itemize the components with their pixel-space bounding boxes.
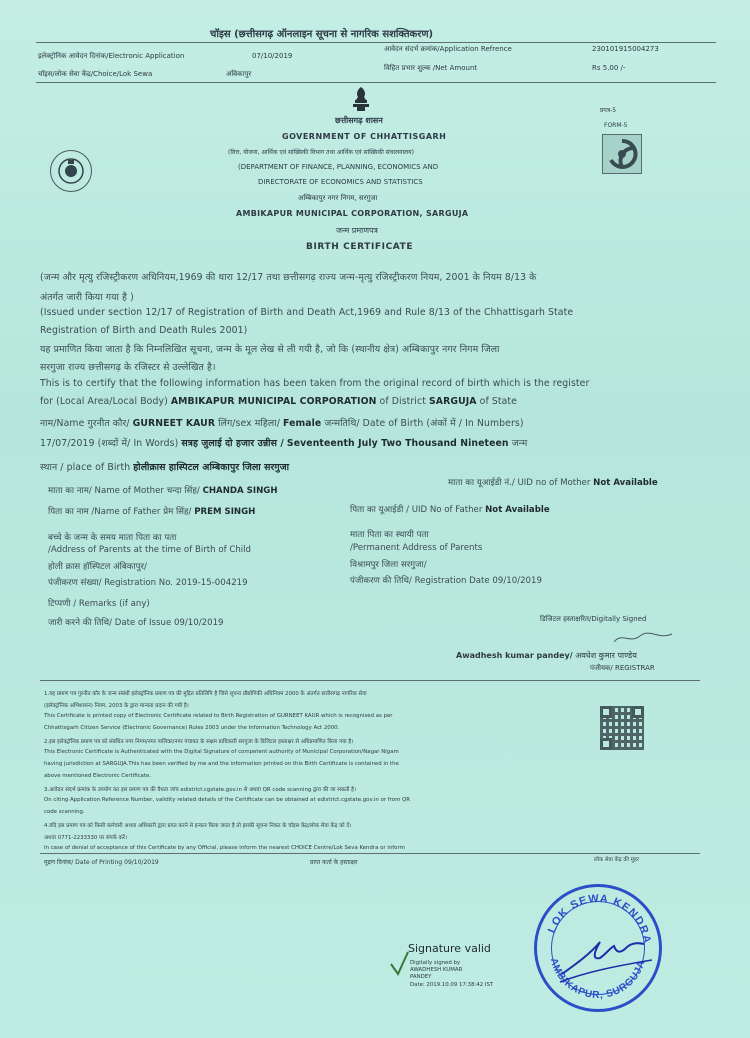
note-5: 2.इस इलेक्ट्रॉनिक प्रमाण पत्र को संबंधित नगर निगम/नगर पालिका/नगर पंचायत के सक्षम प्राधिकारी सरगुजा के डिजिटल हस्ताक्षर से अधिप्रमाणित किया गया है।	[44, 739, 354, 745]
ashoka-emblem-icon	[350, 86, 372, 112]
registrar-title: पंजीयक/ REGISTRAR	[590, 664, 655, 672]
dept-line1: (DEPARTMENT OF FINANCE, PLANNING, ECONOMICS AND	[238, 163, 439, 171]
choice-logo-icon	[602, 134, 642, 174]
addr-birth-label: /Address of Parents at the time of Birth of Child	[48, 545, 252, 555]
body-english-line3: (Issued under section 12/17 of Registration of Birth and Death Act,1969 and Rule 8/13 of the Chhattisgarh State	[40, 307, 574, 318]
choice-label: चॉइस/लोक सेवा केंद्र/Choice/Lok Sewa	[38, 70, 153, 78]
english-govt: GOVERNMENT OF CHHATTISGARH	[282, 132, 447, 141]
note-1: 1.यह प्रमाण पत्र गुरनीत कौर के जन्म संबंधी इलेक्ट्रॉनिक प्रमाण पत्र की मुद्रित प्रतिलिपि है जिसे सूचना प्रौद्योगिकी अधिनियम 2000 के अंतर्गत छत्तीसगढ़ नागरिक सेवा	[44, 691, 367, 697]
father-line: पिता का नाम /Name of Father प्रेम सिंह/ PREM SINGH	[48, 507, 256, 517]
reg-date-line: पंजीकरण की तिथि/ Registration Date 09/10/2019	[350, 576, 542, 586]
state-emblem-icon	[50, 150, 92, 192]
seal-label-right: लोक सेवा केंद्र की मुहर	[594, 857, 639, 863]
hindi-dept: (वित्त, योजना, आर्थिक एवं सांख्यिकी विभाग तथा आर्थिक एवं सांख्यिकी संचालनालय)	[228, 149, 414, 156]
dept-line2: DIRECTORATE OF ECONOMICS AND STATISTICS	[258, 178, 423, 186]
note-9: 3.आवेदन संदर्भ क्रमांक के उपयोग कर इस प्रमाण पत्र की वैधता जांच edistrict.cgstate.gov.in से अथवा QR code scanning द्वारा की जा सकती है।	[44, 787, 357, 793]
hindi-cert: जन्म प्रमाणपत्र	[336, 226, 378, 235]
note-7: having jurisdiction at SARGUJA.This has been verified by me and the information printed on this Birth Certificate is contained in the	[44, 761, 399, 767]
net-amount-label: विहित प्रभार शुल्क /Net Amount	[384, 64, 478, 72]
form-no-hindi: प्रपत्र-5	[600, 107, 617, 114]
hindi-corp: अम्बिकापुर नगर निगम, सरगुजा	[298, 194, 378, 202]
signature-line4: Date: 2019.10.09 17:38:42 IST	[410, 982, 494, 988]
print-date-line: मुद्रण दिनांक/ Date of Printing 09/10/2019	[44, 859, 159, 866]
note-11: code scanning.	[44, 809, 85, 815]
choice-title: चॉइस (छत्तीसगढ़ ऑनलाइन सूचना से नागरिक सशक्तिकरण)	[210, 29, 434, 40]
mother-line: माता का नाम/ Name of Mother चन्दा सिंह/ CHANDA SINGH	[48, 486, 278, 496]
perm-addr-label: /Permanent Address of Parents	[350, 543, 483, 553]
body-hindi-line2: अंतर्गत जारी किया गया है )	[40, 292, 134, 303]
body-line8: for (Local Area/Local Body) AMBIKAPUR MUNICIPAL CORPORATION of District SARGUJA of State	[40, 396, 517, 407]
app-ref-label: आवेदन संदर्भ क्रमांक/Application Refrence	[384, 45, 512, 53]
reg-no-line: पंजीकरण संख्या/ Registration No. 2019-15-004219	[48, 578, 248, 588]
stamp-bottom-text: AMBIKAPUR, SURGUJA	[547, 956, 648, 1002]
note-12: 4.यदि इस प्रमाण पत्र को किसी कर्मचारी अथवा अधिकारी द्वारा प्राप्त करने से इन्कार किया जाता है तो इसकी सूचना निकट के चॉइस केंद्र/लोक सेवा केंद्र को दें।	[44, 823, 352, 829]
registrar-name-line: Awadhesh kumar pandey/ अवधेश कुमार पाण्डेय	[456, 651, 637, 660]
note-14: In case of denial of acceptance of this Certificate by any Official, please inform the nearest CHOICE Centre/Lok Seva Kendra or inform	[44, 845, 405, 851]
body-english-line4: Registration of Birth and Death Rules 2001)	[40, 325, 248, 336]
choice-value: अंबिकापुर	[226, 70, 252, 78]
signature-line3: PANDEY	[410, 974, 432, 980]
body-hindi-line6: सरगुजा राज्य छत्तीसगढ़ के रजिस्टर से उल्लेखित है।	[40, 362, 216, 373]
check-mark-icon	[388, 938, 410, 986]
body-english-line7: This is to certify that the following information has been taken from the original record of birth which is the register	[40, 378, 590, 389]
app-date-value: 07/10/2019	[252, 52, 293, 60]
hindi-govt: छत्तीसगढ़ शासन	[335, 116, 383, 125]
note-3: This Certificate is printed copy of Electronic Certificate related to Birth Registration of GURNEET KAUR which is recognised as per	[44, 713, 393, 719]
note-8: above mentioned Electronic Certificate.	[44, 773, 152, 779]
name-sex-dob-line: नाम/Name गुरनीत कौर/ GURNEET KAUR लिंग/sex महिला/ Female जन्मतिथि/ Date of Birth (अंकों में / In Numbers)	[40, 418, 524, 429]
father-uid: पिता का यूआईडी / UID No of Father Not Available	[350, 505, 550, 515]
app-date-label: इलेक्ट्रोनिक आवेदन दिनांक/Electronic Application	[38, 52, 185, 60]
digital-sign-label: डिजिटल हस्ताक्षरित/Digitally Signed	[540, 615, 647, 623]
remarks-label: टिप्पणी / Remarks (if any)	[48, 599, 150, 609]
signature-line1: Digitally signed by	[410, 960, 461, 966]
mother-uid: माता का यूआईडी नं./ UID no of Mother Not Available	[448, 478, 658, 488]
app-ref-value: 230101915004273	[592, 45, 659, 53]
note-2: (इलेक्ट्रॉनिक अभिशासन) नियम, 2003 के द्वारा मान्यता प्रदान की गयी है।	[44, 703, 189, 709]
body-hindi-line1: (जन्म और मृत्यु रजिस्ट्रीकरण अधिनियम,1969 की धारा 12/17 तथा छत्तीसगढ़ राज्य जन्म-मृत्यु रजिस्ट्रीकरण नियम, 2001 के नियम 8/13 के	[40, 272, 537, 283]
note-4: Chhattisgarh Citizen Service (Electronic Governance) Rules 2003 under the Information Technology Act 2000.	[44, 725, 340, 731]
perm-addr-label-hi: माता पिता का स्थायी पता	[350, 530, 429, 540]
signature-line2: AWADHESH KUMAR	[410, 967, 463, 973]
perm-addr-value: विश्रामपुर जिला सरगुजा/	[350, 560, 427, 570]
net-amount-value: Rs 5.00 /-	[592, 64, 626, 72]
form-label: FORM-5	[604, 122, 628, 129]
qr-code-icon	[600, 706, 644, 750]
receiver-signature-label: प्राप्त कर्ता के हस्ताक्षर	[310, 859, 358, 866]
handwritten-signature-icon	[556, 926, 656, 986]
small-signature-icon	[610, 628, 680, 648]
place-line: स्थान / place of Birth होलीक्रास हास्पिटल अम्बिकापुर जिला सरगुजा	[40, 462, 290, 473]
dob-line: 17/07/2019 (शब्दों में/ In Words) सत्रह जुलाई दो हजार उन्नीस / Seventeenth July Two Thousand Nineteen जन्म	[40, 438, 528, 449]
note-6: This Electronic Certificate is Authenticated with the Digital Signature of competent authority of Municipal Corporation/Nagar Nigam	[44, 749, 399, 755]
certificate-title: BIRTH CERTIFICATE	[306, 242, 414, 252]
note-13: अथवा 0771-2233330 पर संपर्क करें।	[44, 835, 127, 841]
issue-date-line: जारी करने की तिथि/ Date of Issue 09/10/2019	[48, 618, 224, 628]
addr-birth-label-hi: बच्चे के जन्म के समय माता पिता का पता	[48, 533, 177, 543]
note-10: On citing Application Reference Number, validity related details of the Certificate can be obtained at edistrict.cgstate.gov.in or from QR	[44, 797, 411, 803]
stamp-top-text: LOK SEWA KENDRA	[545, 892, 653, 946]
body-hindi-line5: यह प्रमाणित किया जाता है कि निम्नलिखित सूचना, जन्म के मूल लेख से ली गयी है, जो कि (स्थानीय क्षेत्र) अम्बिकापुर नगर निगम जिला	[40, 344, 500, 355]
addr-birth-value: होली क्रास हॉस्पिटल अंबिकापुर/	[48, 562, 147, 572]
signature-valid-title: Signature valid	[408, 942, 491, 955]
english-corp: AMBIKAPUR MUNICIPAL CORPORATION, SARGUJA	[236, 209, 469, 218]
